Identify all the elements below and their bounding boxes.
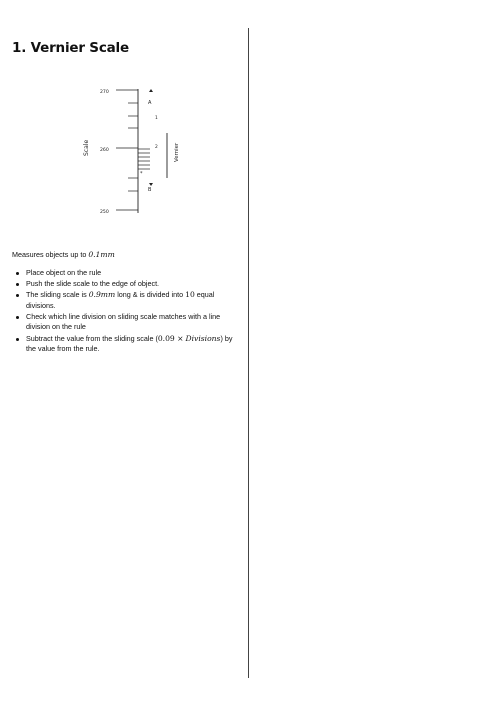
step-math: 10 (185, 290, 195, 300)
step-text: equal divisions. (26, 290, 215, 310)
arrow-down-icon (149, 183, 153, 186)
marker-label: B (148, 187, 152, 193)
scale-axis-label: Scale (83, 139, 90, 156)
arrow-up-icon (149, 89, 153, 92)
list-item (12, 290, 238, 311)
step-math: 0.9mm (88, 290, 116, 300)
tick-label: 260 (100, 148, 109, 153)
intro-text: Measures objects up to (12, 250, 89, 259)
step-text: long & is divided into (115, 290, 186, 300)
list-item (12, 312, 238, 333)
vernier-figure (12, 88, 238, 216)
step-text: The sliding scale is (26, 290, 89, 300)
marker-label: A (148, 100, 152, 106)
intro-paragraph (12, 250, 238, 260)
marker-label: 2 (155, 145, 158, 150)
intro-math: 0.1mm (88, 250, 115, 259)
list-item (12, 268, 238, 279)
marker-label: 1 (155, 116, 158, 121)
red-marker: * (140, 171, 143, 177)
left-column (12, 36, 238, 355)
vernier-diagram (12, 88, 238, 216)
section-title: 1. Vernier Scale (12, 40, 129, 56)
step-text: Push the slide scale to the edge of object. (26, 279, 160, 289)
step-text: ) by the value from the rule. (26, 333, 233, 354)
step-math: 0.09 × (157, 333, 184, 343)
step-text: Place object on the rule (26, 268, 102, 277)
column-divider (248, 28, 249, 678)
step-text: Subtract the value from the sliding scale ( (26, 333, 158, 343)
step-math: Divisions (185, 333, 221, 343)
tick-label: 270 (100, 90, 109, 95)
steps-list (12, 268, 238, 355)
list-item (12, 334, 238, 355)
tick-label: 250 (100, 210, 109, 215)
vernier-axis-label: Vernier (174, 142, 180, 162)
list-item (12, 279, 238, 290)
step-text: Check which line division on sliding scale matches with a line division on the rule (26, 311, 221, 332)
